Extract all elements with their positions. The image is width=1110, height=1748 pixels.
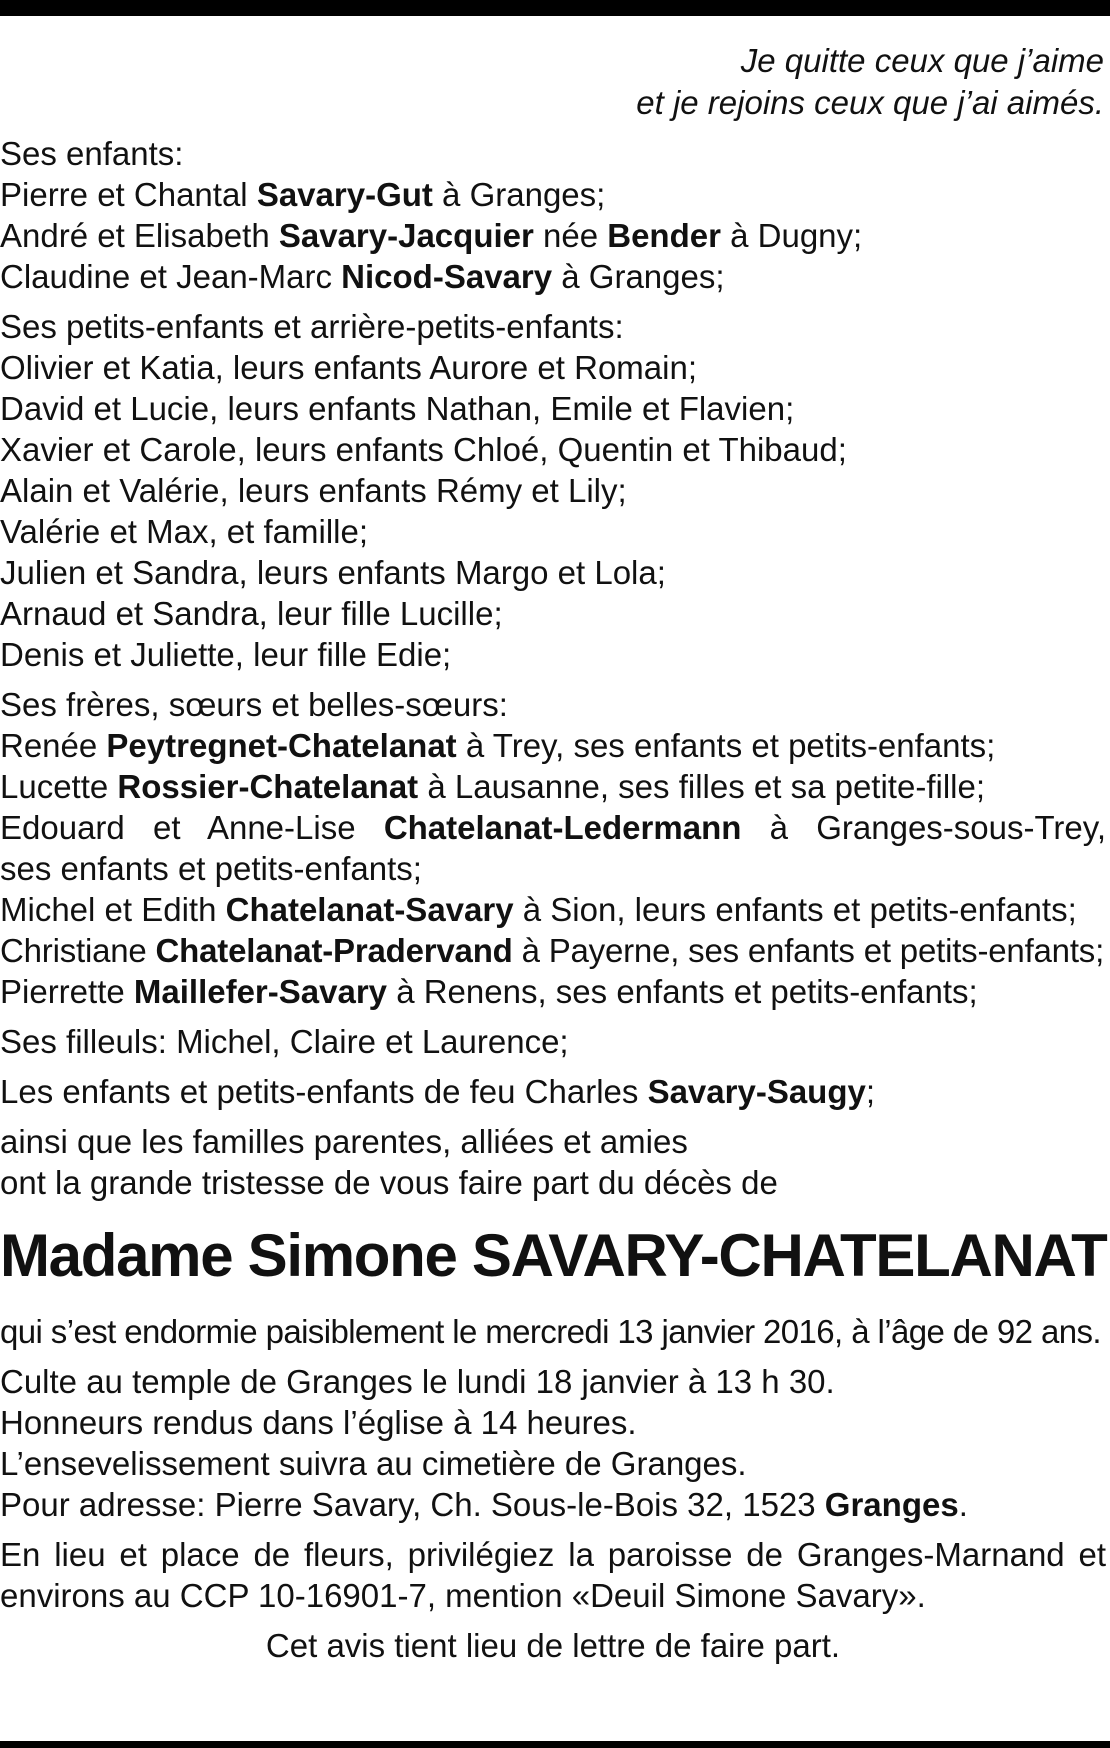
grandchild-line: Julien et Sandra, leurs enfants Margo et Lola;: [0, 554, 666, 591]
bottom-rule: [0, 1741, 1110, 1748]
passed-line: qui s’est endormie paisiblement le mercredi 13 janvier 2016, à l’âge de 92 ans.: [0, 1313, 1101, 1350]
flowers-line-1: En lieu et place de fleurs, privilégiez la paroisse de Granges-Marnand et: [0, 1536, 1106, 1573]
surname: Savary-Saugy: [647, 1073, 866, 1110]
address-line: Pour adresse: Pierre Savary, Ch. Sous-le-Bois 32, 1523 Granges.: [0, 1486, 968, 1523]
godchildren-section: [0, 1021, 1106, 1062]
surname: Chatelanat-Ledermann: [383, 809, 742, 846]
families-line-1: ainsi que les familles parentes, alliées et amies: [0, 1123, 688, 1160]
sibling-line: Pierrette Maillefer-Savary à Renens, ses enfants et petits-enfants;: [0, 973, 978, 1010]
surname: Chatelanat-Savary: [225, 891, 514, 928]
deceased-name: Madame Simone SAVARY-CHATELANAT: [0, 1222, 1107, 1289]
surname: Chatelanat-Pradervand: [155, 932, 513, 969]
epigraph: [0, 40, 1106, 124]
sibling-line: Renée Peytregnet-Chatelanat à Trey, ses enfants et petits-enfants;: [0, 727, 996, 764]
surname: Peytregnet-Chatelanat: [106, 727, 457, 764]
surname: Savary-Jacquier: [278, 217, 534, 254]
grandchild-line: Olivier et Katia, leurs enfants Aurore et Romain;: [0, 349, 697, 386]
grandchildren-section: [0, 306, 1106, 675]
epigraph-line-2: et je rejoins ceux que j’ai aimés.: [636, 84, 1104, 121]
families-line-2: ont la grande tristesse de vous faire part du décès de: [0, 1164, 778, 1201]
grandchild-line: Valérie et Max, et famille;: [0, 513, 369, 550]
child-line: Claudine et Jean-Marc Nicod-Savary à Granges;: [0, 258, 725, 295]
passed-section: [0, 1311, 1106, 1352]
sibling-line-continued: ses enfants et petits-enfants;: [0, 850, 422, 887]
maiden-name: Bender: [607, 217, 721, 254]
siblings-heading: Ses frères, sœurs et belles-sœurs:: [0, 686, 508, 723]
sibling-line: Michel et Edith Chatelanat-Savary à Sion, leurs enfants et petits-enfants;: [0, 891, 1077, 928]
obituary-notice: [0, 40, 1106, 1666]
children-heading: Ses enfants:: [0, 135, 184, 172]
grandchild-line: David et Lucie, leurs enfants Nathan, Emile et Flavien;: [0, 390, 795, 427]
surname: Rossier-Chatelanat: [117, 768, 419, 805]
surname: Maillefer-Savary: [133, 973, 388, 1010]
surname: Nicod-Savary: [341, 258, 553, 295]
child-line: Pierre et Chantal Savary-Gut à Granges;: [0, 176, 606, 213]
late-charles-line: Les enfants et petits-enfants de feu Charles Savary-Saugy;: [0, 1073, 876, 1110]
grandchild-line: Alain et Valérie, leurs enfants Rémy et Lily;: [0, 472, 627, 509]
children-section: [0, 133, 1106, 297]
epigraph-line-1: Je quitte ceux que j’aime: [740, 42, 1104, 79]
ceremony-line: L’ensevelissement suivra au cimetière de Granges.: [0, 1445, 747, 1482]
sibling-line: Edouard et Anne-Lise Chatelanat-Ledermann à Granges-sous-Trey,: [0, 809, 1106, 846]
siblings-section: [0, 684, 1106, 1012]
grandchild-line: Arnaud et Sandra, leur fille Lucille;: [0, 595, 503, 632]
ceremony-section: [0, 1361, 1106, 1525]
top-rule: [0, 0, 1110, 16]
closing-line: Cet avis tient lieu de lettre de faire part.: [265, 1627, 841, 1664]
sibling-line: Christiane Chatelanat-Pradervand à Payerne, ses enfants et petits-enfants;: [0, 932, 1105, 969]
families-section: [0, 1121, 1106, 1203]
address-town: Granges: [824, 1486, 959, 1523]
sibling-line: Lucette Rossier-Chatelanat à Lausanne, ses filles et sa petite-fille;: [0, 768, 986, 805]
child-line: André et Elisabeth Savary-Jacquier née Bender à Dugny;: [0, 217, 863, 254]
surname: Savary-Gut: [256, 176, 433, 213]
ceremony-line: Culte au temple de Granges le lundi 18 janvier à 13 h 30.: [0, 1363, 835, 1400]
late-charles-section: [0, 1071, 1106, 1112]
flowers-section: [0, 1534, 1106, 1616]
grandchildren-heading: Ses petits-enfants et arrière-petits-enfants:: [0, 308, 624, 345]
ceremony-line: Honneurs rendus dans l’église à 14 heures.: [0, 1404, 637, 1441]
grandchild-line: Denis et Juliette, leur fille Edie;: [0, 636, 452, 673]
godchildren-line: Ses filleuls: Michel, Claire et Laurence;: [0, 1023, 569, 1060]
flowers-line-2: environs au CCP 10-16901-7, mention «Deuil Simone Savary».: [0, 1577, 926, 1614]
grandchild-line: Xavier et Carole, leurs enfants Chloé, Quentin et Thibaud;: [0, 431, 847, 468]
